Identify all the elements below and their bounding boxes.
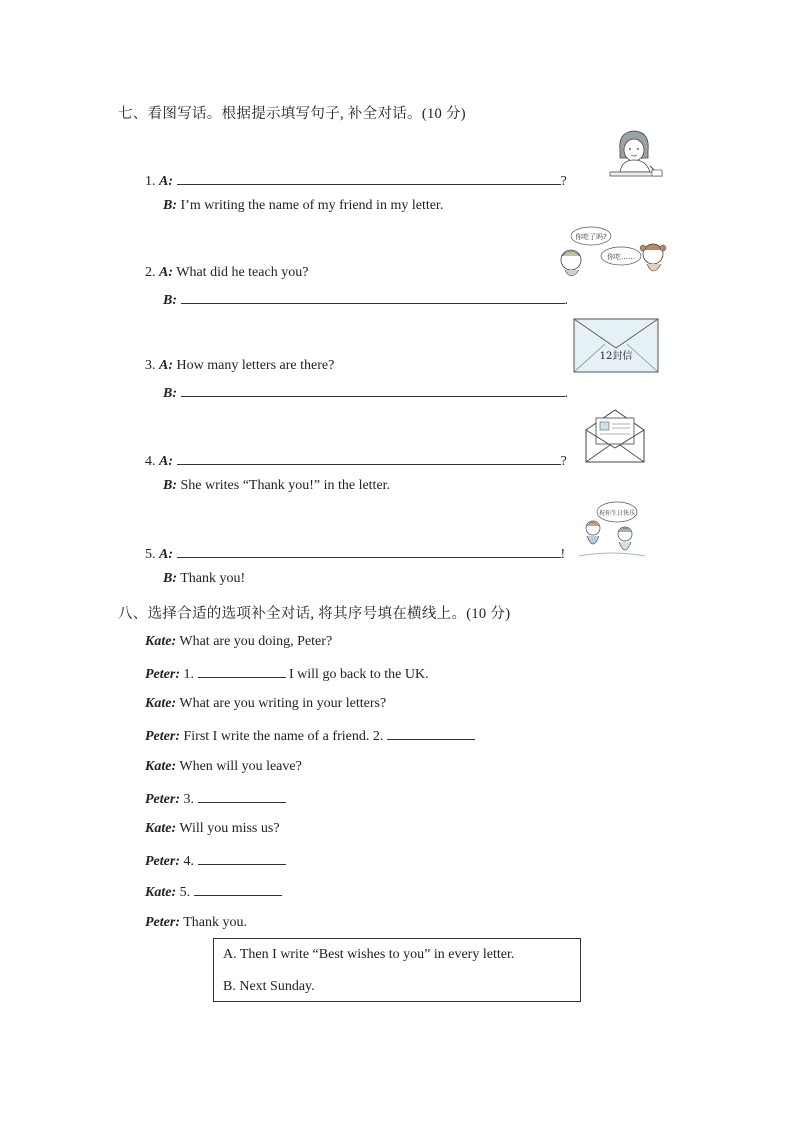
item-number: 4. bbox=[145, 454, 156, 469]
answer-text: Thank you! bbox=[180, 571, 246, 586]
answer-blank[interactable] bbox=[198, 665, 286, 678]
item1-question-row bbox=[145, 172, 567, 190]
item4-answer-row bbox=[163, 478, 390, 494]
answer-blank[interactable] bbox=[181, 291, 565, 304]
dialogue-text: When will you leave? bbox=[179, 759, 302, 774]
speaker-colon: : bbox=[171, 696, 177, 711]
speaker-name: Peter bbox=[145, 667, 176, 682]
speaker-colon: : bbox=[175, 792, 180, 807]
item1-answer-row bbox=[163, 198, 443, 214]
speaker-label: A: bbox=[159, 547, 173, 562]
speech-bubble-text-2: 你吃…… bbox=[607, 253, 635, 261]
item-number: 3. bbox=[145, 358, 156, 373]
blank-number: 3. bbox=[183, 792, 194, 807]
blank-number: 1. bbox=[183, 667, 194, 682]
dialogue-line-3 bbox=[145, 696, 386, 712]
speaker-name: Kate bbox=[145, 821, 172, 836]
answer-blank[interactable] bbox=[194, 883, 282, 896]
speaker-colon: : bbox=[175, 854, 180, 869]
item-number: 5. bbox=[145, 547, 156, 562]
dialogue-text: What are you doing, Peter? bbox=[179, 634, 333, 649]
speaker-colon: : bbox=[171, 821, 177, 836]
dialogue-line-9 bbox=[145, 883, 282, 901]
option-a: A. Then I write “Best wishes to you” in every letter. bbox=[223, 947, 515, 962]
birthday-kids-illustration bbox=[577, 500, 647, 560]
speaker-colon: : bbox=[171, 759, 177, 774]
dialogue-text: I will go back to the UK. bbox=[289, 667, 429, 682]
item2-answer-row bbox=[163, 291, 568, 309]
speaker-colon: : bbox=[171, 885, 177, 900]
item3-question-row bbox=[145, 358, 334, 374]
dialogue-text: Will you miss us? bbox=[179, 821, 280, 836]
blank-number: 2. bbox=[372, 729, 384, 744]
question-text: What did he teach you? bbox=[176, 265, 309, 280]
option-b: B. Next Sunday. bbox=[223, 979, 315, 994]
section7-title: 七、看图写话。根据提示填写句子, 补全对话。(10 分) bbox=[118, 106, 466, 122]
speaker-label: A: bbox=[159, 265, 173, 280]
answer-text: She writes “Thank you!” in the letter. bbox=[180, 478, 391, 493]
answer-text: I’m writing the name of my friend in my letter. bbox=[180, 198, 444, 213]
item4-question-row bbox=[145, 452, 567, 470]
speaker-name: Peter bbox=[145, 915, 176, 930]
dialogue-line-10 bbox=[145, 915, 247, 931]
speaker-name: Kate bbox=[145, 885, 172, 900]
answer-blank[interactable] bbox=[177, 172, 561, 185]
punctuation: . bbox=[564, 386, 568, 401]
section8-title: 八、选择合适的选项补全对话, 将其序号填在横线上。(10 分) bbox=[118, 606, 511, 622]
answer-blank[interactable] bbox=[177, 452, 561, 465]
speaker-name: Peter bbox=[145, 729, 176, 744]
item5-answer-row bbox=[163, 571, 245, 587]
blank-number: 5. bbox=[179, 885, 191, 900]
open-letter-illustration bbox=[584, 408, 646, 464]
dialogue-text: Thank you. bbox=[183, 915, 248, 930]
punctuation: ? bbox=[560, 454, 567, 469]
girl-writing-illustration bbox=[606, 128, 666, 184]
answer-blank[interactable] bbox=[181, 384, 565, 397]
speaker-label: B: bbox=[163, 293, 177, 308]
dialogue-line-2 bbox=[145, 665, 429, 683]
answer-blank[interactable] bbox=[177, 545, 561, 558]
dialogue-line-7 bbox=[145, 821, 280, 837]
speaker-label: B: bbox=[163, 571, 177, 586]
envelope-illustration bbox=[573, 318, 659, 374]
dialogue-line-1 bbox=[145, 634, 332, 650]
item5-question-row bbox=[145, 545, 565, 563]
speaker-label: A: bbox=[159, 174, 173, 189]
item-number: 2. bbox=[145, 265, 156, 280]
item-number: 1. bbox=[145, 174, 156, 189]
speaker-name: Kate bbox=[145, 696, 172, 711]
answer-blank[interactable] bbox=[387, 727, 475, 740]
speech-bubble-text-3: 祝你生日快乐 bbox=[598, 510, 636, 517]
answer-blank[interactable] bbox=[198, 852, 286, 865]
speaker-colon: : bbox=[175, 667, 180, 682]
dialogue-line-8 bbox=[145, 852, 286, 870]
options-box bbox=[213, 938, 581, 1002]
speech-bubble-text-1: 你吃了吗? bbox=[575, 233, 607, 241]
question-text: How many letters are there? bbox=[176, 358, 335, 373]
dialogue-text: What are you writing in your letters? bbox=[179, 696, 387, 711]
speaker-label: B: bbox=[163, 198, 177, 213]
speaker-label: A: bbox=[159, 358, 173, 373]
punctuation: ? bbox=[560, 174, 567, 189]
punctuation: ! bbox=[560, 547, 566, 562]
dialogue-line-5 bbox=[145, 759, 302, 775]
speaker-colon: : bbox=[175, 915, 180, 930]
punctuation: . bbox=[564, 293, 568, 308]
speaker-colon: : bbox=[175, 729, 180, 744]
speaker-label: A: bbox=[159, 454, 173, 469]
envelope-label: 12封信 bbox=[599, 351, 633, 362]
dialogue-text: First I write the name of a friend. bbox=[183, 729, 370, 744]
kids-talking-illustration bbox=[555, 222, 671, 284]
item3-answer-row bbox=[163, 384, 568, 402]
dialogue-line-6 bbox=[145, 790, 286, 808]
dialogue-line-4 bbox=[145, 727, 475, 745]
speaker-label: B: bbox=[163, 478, 177, 493]
speaker-name: Peter bbox=[145, 854, 176, 869]
item2-question-row bbox=[145, 265, 308, 281]
answer-blank[interactable] bbox=[198, 790, 286, 803]
blank-number: 4. bbox=[183, 854, 194, 869]
speaker-name: Kate bbox=[145, 634, 172, 649]
speaker-label: B: bbox=[163, 386, 177, 401]
speaker-name: Peter bbox=[145, 792, 176, 807]
speaker-name: Kate bbox=[145, 759, 172, 774]
speaker-colon: : bbox=[171, 634, 177, 649]
